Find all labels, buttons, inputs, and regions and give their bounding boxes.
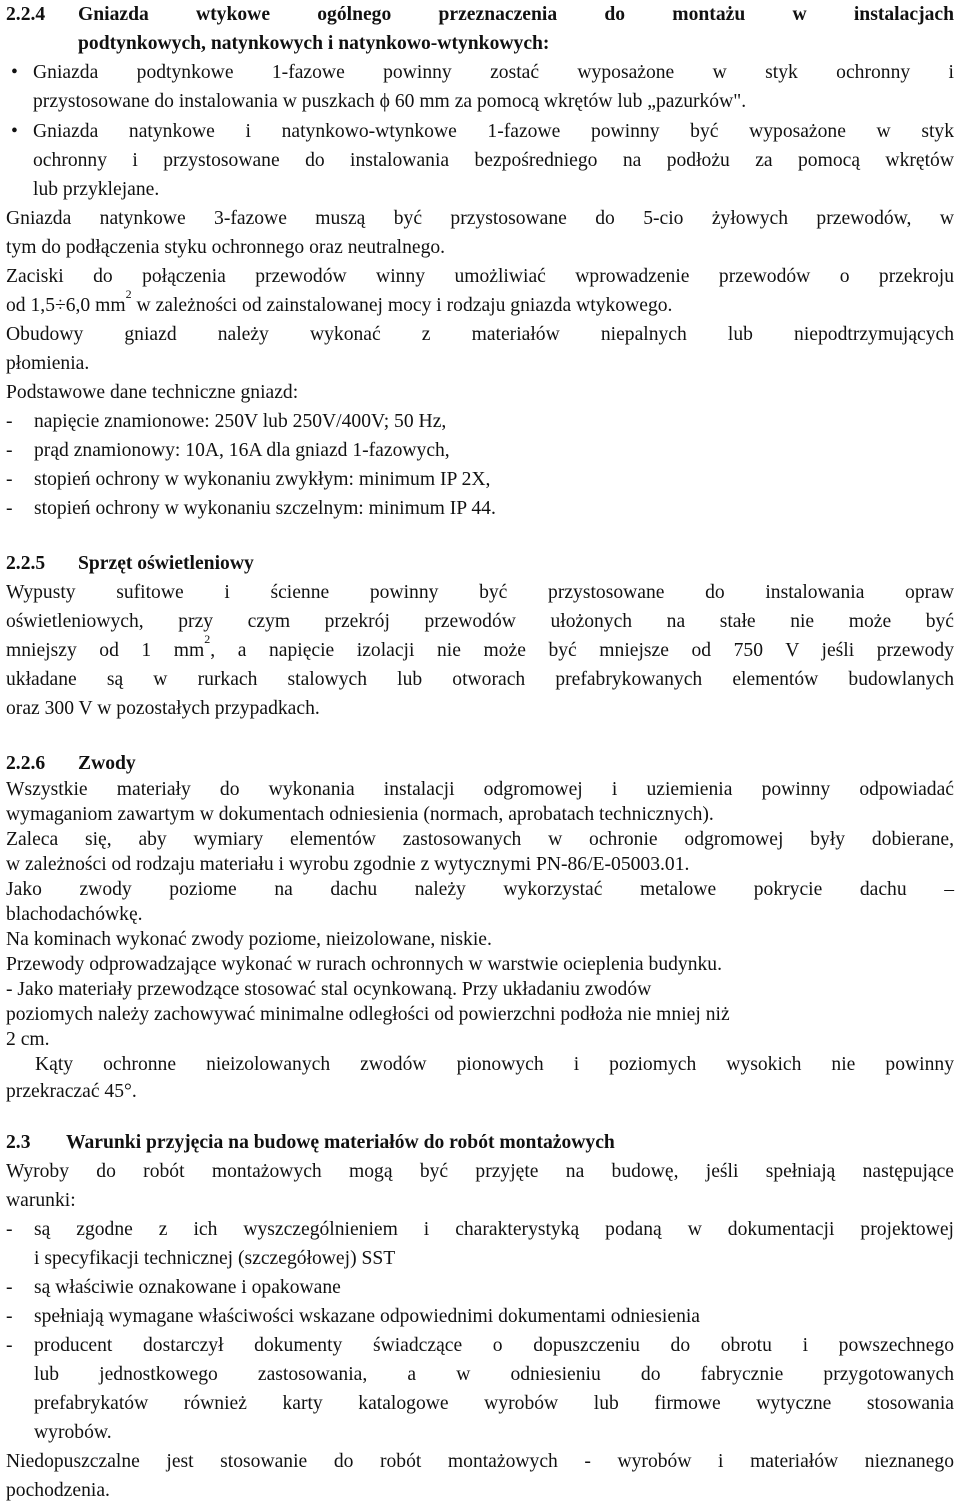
paragraph-cont [6,287,954,320]
list-item-text: producent dostarczył dokumenty świadczące o dopuszczeniu do obrotu i powszechnego [34,1335,954,1356]
list-item-text: są zgodne z ich wyszczególnieniem i charakterystyką podaną w dokumentacji projektowej [34,1219,954,1240]
paragraph-cont: pochodzenia. [6,1480,110,1501]
paragraph-cont: 2 cm. [6,1029,50,1050]
section-number: 2.2.6 [6,753,46,774]
bullet-text: Gniazda podtynkowe 1-fazowe powinny zostać wyposażone w styk ochronny i [33,62,954,83]
paragraph: Obudowy gniazd należy wykonać z materiałów niepalnych lub niepodtrzymujących [6,324,954,345]
dash-marker: - [6,1219,13,1240]
list-item [6,494,954,523]
dash-marker: - [6,411,13,432]
list-item-cont: prefabrykatów również karty katalogowe wyrobów lub firmowe wytyczne stosowania [34,1393,954,1414]
paragraph: Na kominach wykonać zwody poziome, nieizolowane, niskie. [6,929,492,950]
list-item-cont: wyrobów. [34,1422,112,1443]
list-item [6,1302,954,1331]
list-item-text: są właściwie oznakowane i opakowane [34,1277,341,1298]
paragraph: Wyroby do robót montażowych mogą być przyjęte na budowę, jeśli spełniają następujące [6,1161,954,1182]
text-fragment: od 1,5÷6,0 mm [6,295,126,316]
list-item-text: stopień ochrony w wykonaniu zwykłym: minimum IP 2X, [34,469,491,490]
dash-marker: - [6,1306,13,1327]
paragraph-cont: poziomych należy zachowywać minimalne odległości od powierzchni podłoża nie mniej niż [6,1004,730,1025]
section-number: 2.2.4 [6,4,46,25]
paragraph-cont: oświetleniowych, przy czym przekrój przewodów ułożonych na stałe nie może być [6,611,954,632]
list-item-cont: lub jednostkowego zastosowania, a w odniesieniu do fabrycznie przygotowanych [34,1364,954,1385]
paragraph-cont: blachodachówkę. [6,904,143,925]
section-number: 2.2.5 [6,553,46,574]
bullet-item [11,58,954,87]
list-item [6,1215,954,1244]
dash-marker: - [6,1335,13,1356]
dash-marker: - [6,469,13,490]
paragraph-cont: oraz 300 V w pozostałych przypadkach. [6,698,320,719]
section-title: Zwody [78,753,136,774]
text-fragment: w zależności od zainstalowanej mocy i rodzaju gniazda wtykowego. [131,295,673,316]
paragraph: Zaleca się, aby wymiary elementów zastosowanych w ochronie odgromowej były dobierane, [6,829,954,850]
paragraph: Zaciski do połączenia przewodów winny umożliwiać wprowadzenie przewodów o przekroju [6,266,954,287]
paragraph: Wypusty sufitowe i ścienne powinny być przystosowane do instalowania opraw [6,582,954,603]
list-item-text: napięcie znamionowe: 250V lub 250V/400V; 50 Hz, [34,411,447,432]
bullet-text-cont: lub przyklejane. [33,179,160,200]
section-title: Sprzęt oświetleniowy [78,553,254,574]
list-item [6,1273,954,1302]
paragraph: - Jako materiały przewodzące stosować stal ocynkowaną. Przy układaniu zwodów [6,979,652,1000]
bullet-item [11,117,954,146]
list-item-text: stopień ochrony w wykonaniu szczelnym: minimum IP 44. [34,498,496,519]
paragraph: Podstawowe dane techniczne gniazd: [6,382,299,403]
paragraph-cont [6,632,954,665]
bullet-text-cont: ochronny i przystosowane do instalowania bezpośredniego na podłożu za pomocą wkrętów [33,150,954,171]
paragraph-cont: w zależności od rodzaju materiału i wyrobu zgodnie z wytycznymi PN-86/E-05003.01. [6,854,690,875]
paragraph: Niedopuszczalne jest stosowanie do robót montażowych - wyrobów i materiałów nieznanego [6,1451,954,1472]
section-title-line: Gniazda wtykowe ogólnego przeznaczenia do montażu w instalacjach [78,4,954,25]
superscript: 2 [125,287,132,301]
list-item [6,1331,954,1360]
paragraph: Przewody odprowadzające wykonać w rurach ochronnych w warstwie ocieplenia budynku. [6,954,723,975]
section-2-3-heading [6,1128,954,1157]
dash-marker: - [6,1277,13,1298]
paragraph-cont: płomienia. [6,353,90,374]
bullet-text: Gniazda natynkowe i natynkowo-wtynkowe 1-fazowe powinny być wyposażone w styk [33,121,954,142]
list-item-cont: i specyfikacji technicznej (szczegółowej) SST [34,1248,396,1269]
paragraph-cont: tym do podłączenia styku ochronnego oraz neutralnego. [6,237,446,258]
text-fragment: , a napięcie izolacji nie może być mniejsze od 750 V jeśli przewody [210,640,954,661]
paragraph-cont: przekraczać 45°. [6,1081,137,1102]
paragraph: Wszystkie materiały do wykonania instalacji odgromowej i uziemienia powinny odpowiadać [6,779,954,800]
superscript: 2 [204,632,211,646]
section-number: 2.3 [6,1132,31,1153]
list-item-text: prąd znamionowy: 10A, 16A dla gniazd 1-fazowych, [34,440,450,461]
section-title: Warunki przyjęcia na budowę materiałów do robót montażowych [66,1132,615,1153]
list-item [6,407,954,436]
list-item-text: spełniają wymagane właściwości wskazane odpowiednimi dokumentami odniesienia [34,1306,701,1327]
section-2-2-4-heading-cont: podtynkowych, natynkowych i natynkowo-wtynkowych: [78,33,550,54]
paragraph: Gniazda natynkowe 3-fazowe muszą być przystosowane do 5-cio żyłowych przewodów, w [6,208,954,229]
paragraph-cont: warunki: [6,1190,76,1211]
list-item [6,465,954,494]
paragraph-cont: układane są w rurkach stalowych lub otworach prefabrykowanych elementów budowlanych [6,669,954,690]
paragraph: Kąty ochronne nieizolowanych zwodów pionowych i poziomych wysokich nie powinny [35,1054,954,1075]
text-fragment: mniejszy od 1 mm [6,640,205,661]
bullet-icon: • [11,121,18,142]
section-2-2-4-heading [6,0,954,29]
bullet-text-cont: przystosowane do instalowania w puszkach ϕ 60 mm za pomocą wkrętów lub „pazurków". [33,91,747,112]
paragraph: Jako zwody poziome na dachu należy wykorzystać metalowe pokrycie dachu – [6,879,954,900]
bullet-icon: • [11,62,18,83]
section-2-2-6-heading [6,749,954,778]
section-2-2-5-heading [6,549,954,578]
paragraph-cont: wymaganiom zawartym w dokumentach odniesienia (normach, aprobatach technicznych). [6,804,714,825]
dash-marker: - [6,498,13,519]
dash-marker: - [6,440,13,461]
list-item [6,436,954,465]
